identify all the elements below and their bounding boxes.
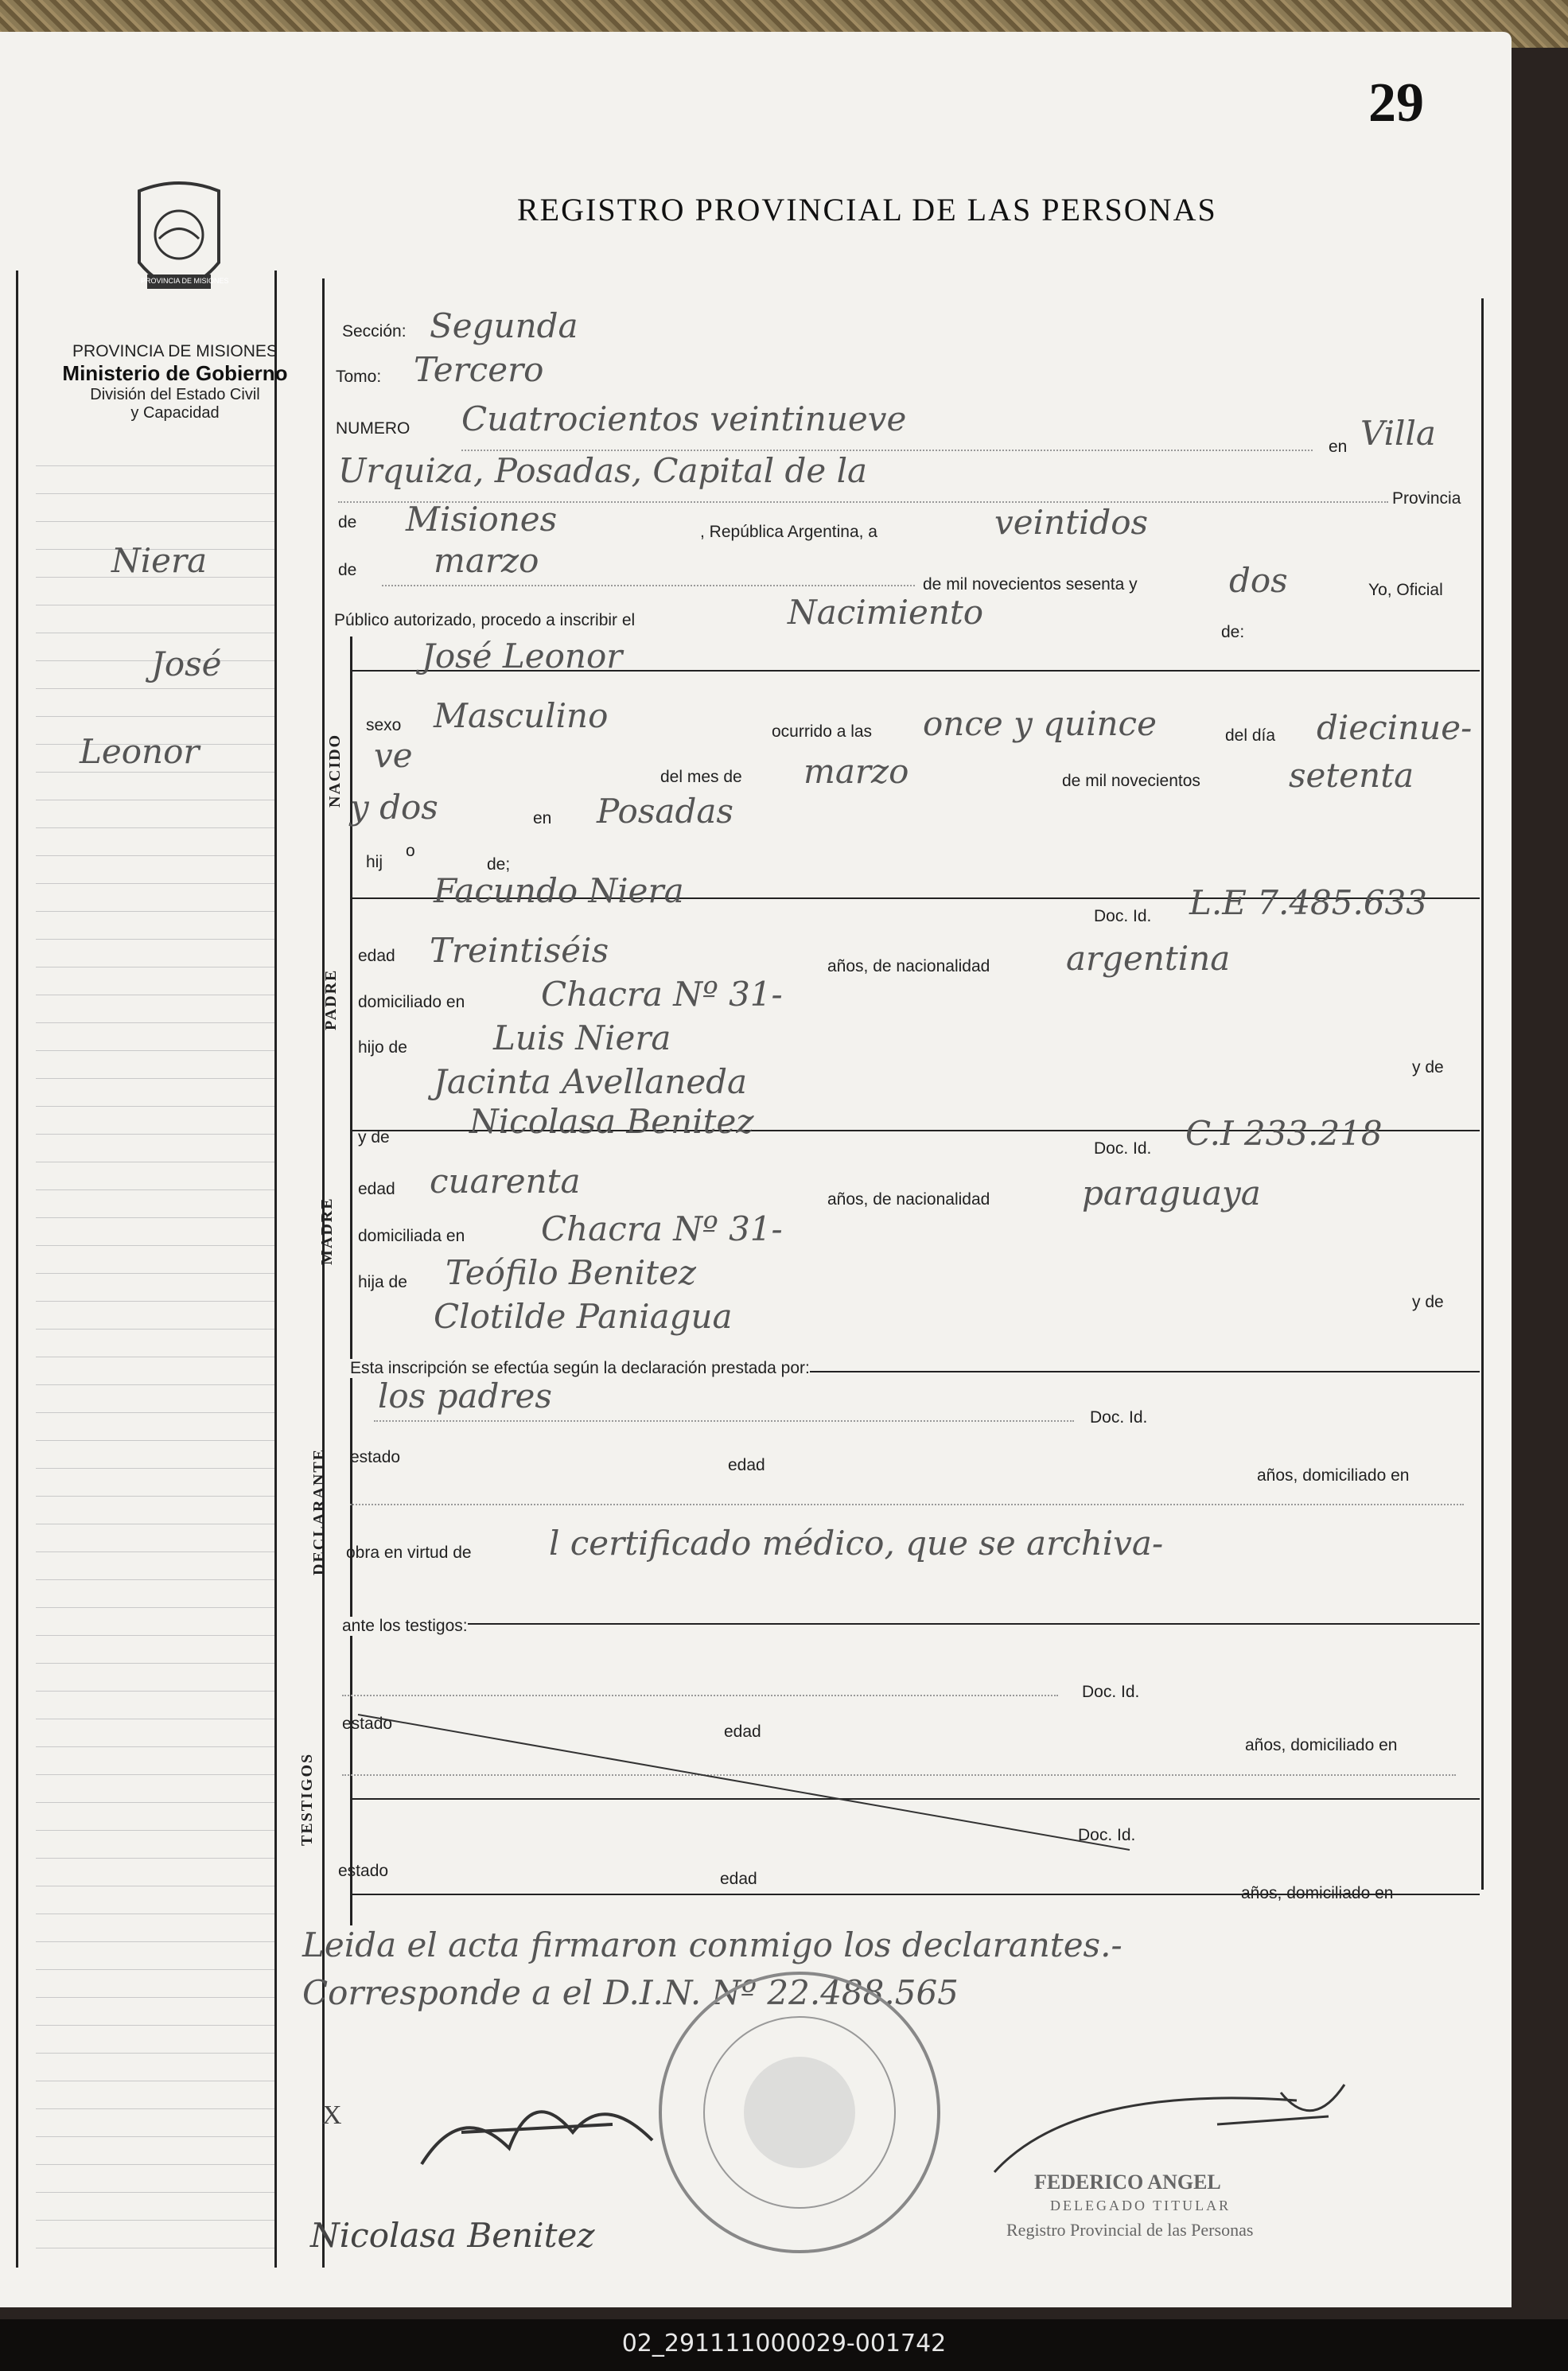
value-anio-nac-2: y dos: [350, 788, 438, 827]
label-yo-oficial: Yo, Oficial: [1368, 581, 1443, 599]
value-padre-hijo-1: Luis Niera: [493, 1018, 671, 1057]
official-round-stamp: [652, 1965, 947, 2260]
value-lugar-1: Villa: [1360, 414, 1436, 453]
page-number: 29: [1368, 72, 1424, 134]
margin-divider: [274, 271, 277, 2268]
value-padre-dom: Chacra Nº 31-: [541, 975, 783, 1014]
signature-father: [414, 2069, 676, 2180]
value-madre-doc: C.I 233.218: [1185, 1114, 1383, 1153]
value-padre-hijo-2: Jacinta Avellaneda: [434, 1062, 748, 1101]
value-obra: l certificado médico, que se archiva-: [549, 1524, 1164, 1563]
left-border: [16, 271, 18, 2268]
form-left-rule: [322, 278, 325, 2268]
agency-division: División del Estado Civil: [90, 386, 260, 403]
value-provincia: Misiones: [406, 500, 558, 539]
value-tomo: Tercero: [414, 350, 544, 389]
value-dia-acta: veintidos: [994, 503, 1149, 542]
label-padre-yde: y de: [1412, 1058, 1444, 1076]
label-test2-edad: edad: [720, 1870, 757, 1888]
label-madre-hija: hija de: [358, 1273, 407, 1291]
closing-line-1: Leida el acta firmaron conmigo los declarantes.-: [302, 1925, 1123, 1964]
label-hij: hij: [366, 853, 383, 871]
value-madre-edad: cuarenta: [430, 1162, 581, 1201]
coat-of-arms-seal: [123, 175, 235, 318]
label-republica: , República Argentina, a: [700, 523, 877, 541]
value-lugar-2: Urquiza, Posadas, Capital de la: [338, 451, 868, 490]
label-de-mil-sesenta: de mil novecientos sesenta y: [923, 575, 1138, 594]
value-hora: once y quince: [923, 704, 1157, 743]
value-numero: Cuatrocientos veintinueve: [461, 399, 907, 438]
value-padre-nombre: Facundo Niera: [434, 871, 684, 910]
label-padre-doc: Doc. Id.: [1094, 907, 1152, 925]
signature-mother: Nicolasa Benitez: [310, 2216, 595, 2255]
label-test1-edad: edad: [724, 1723, 761, 1741]
label-madre-dom: domiciliada en: [358, 1227, 465, 1245]
value-madre-hija-1: Teófilo Benitez: [445, 1253, 697, 1292]
label-de-prov: de: [338, 513, 357, 531]
agency-province: PROVINCIA DE MISIONES: [72, 342, 278, 360]
agency-block: [32, 342, 318, 422]
agency-capacity: y Capacidad: [130, 404, 220, 422]
label-obra: obra en virtud de: [346, 1544, 472, 1562]
margin-surname: Niera: [111, 541, 208, 580]
label-padre-anos: años, de nacionalidad: [827, 957, 990, 975]
label-de-mes: de: [338, 561, 357, 579]
label-padre-hijo: hijo de: [358, 1038, 407, 1057]
label-en: en: [1329, 438, 1348, 456]
value-madre-nombre: Nicolasa Benitez: [469, 1102, 754, 1141]
value-hij-suffix: o: [406, 842, 415, 860]
label-ante-testigos: ante los testigos:: [342, 1617, 468, 1635]
value-anio-acta: dos: [1229, 561, 1288, 600]
label-tomo: Tomo:: [336, 368, 382, 386]
signature-x-mark: X: [322, 2100, 342, 2130]
label-madre-edad: edad: [358, 1180, 395, 1198]
label-publico: Público autorizado, procedo a inscribir el: [334, 611, 636, 629]
label-padre-edad: edad: [358, 947, 395, 965]
value-padre-nac: argentina: [1066, 939, 1231, 978]
value-padre-edad: Treintiséis: [430, 931, 609, 970]
label-test2-estado: estado: [338, 1862, 389, 1880]
value-madre-nac: paraguaya: [1082, 1174, 1261, 1213]
label-decl-anos: años, domiciliado en: [1257, 1466, 1410, 1485]
value-dia-nac-1: diecinue-: [1317, 708, 1473, 747]
label-test1-doc: Doc. Id.: [1082, 1683, 1140, 1701]
stamp-officer-registry: Registro Provincial de las Personas: [1006, 2220, 1254, 2240]
label-de-semi: de;: [487, 855, 511, 874]
stamp-officer-title: DELEGADO TITULAR: [1050, 2198, 1231, 2213]
closing-line-2: Corresponde a el D.I.N. Nº 22.488.565: [302, 1973, 959, 2012]
label-madre-yde-2: y de: [1412, 1293, 1444, 1311]
value-declarante: los padres: [378, 1376, 552, 1415]
rule-testigos: [350, 1623, 1480, 1625]
label-del-mes: del mes de: [660, 768, 742, 786]
label-de-mil-nac: de mil novecientos: [1062, 772, 1200, 790]
page-title: REGISTRO PROVINCIAL DE LAS PERSONAS: [517, 192, 1217, 228]
label-test1-anos: años, domiciliado en: [1245, 1736, 1398, 1754]
label-ocurrido: ocurrido a las: [772, 722, 873, 741]
section-madre: MADRE: [318, 1197, 336, 1265]
value-dia-nac-2: ve: [374, 736, 413, 775]
seal-text: PROVINCIA DE MISIONES: [141, 277, 229, 285]
label-decl-edad: edad: [728, 1456, 765, 1474]
margin-first-name: José: [151, 644, 222, 683]
label-numero: NUMERO: [336, 419, 410, 438]
value-lugar-nac: Posadas: [597, 792, 733, 831]
label-del-dia: del día: [1225, 726, 1276, 745]
value-seccion: Segunda: [430, 306, 578, 345]
testigos-strikeout: [342, 1707, 1138, 1858]
label-test1-estado: estado: [342, 1715, 393, 1733]
label-madre-anos: años, de nacionalidad: [827, 1190, 990, 1209]
register-page: [0, 32, 1512, 2307]
label-de-colon: de:: [1221, 623, 1245, 641]
section-padre: PADRE: [322, 968, 340, 1030]
label-decl-estado: estado: [350, 1448, 401, 1466]
label-esta-inscripcion: Esta inscripción se efectúa según la declaración prestada por:: [350, 1359, 810, 1377]
stamp-officer-name: FEDERICO ANGEL: [1034, 2170, 1221, 2194]
margin-middle-name: Leonor: [80, 732, 200, 771]
value-mes-nac: marzo: [803, 752, 909, 791]
label-provincia: Provincia: [1392, 489, 1461, 508]
value-madre-hija-2: Clotilde Paniagua: [434, 1297, 733, 1336]
value-mes-acta: marzo: [434, 541, 539, 580]
label-test2-doc: Doc. Id.: [1078, 1826, 1136, 1844]
footer-image-id: 02_291111000029-001742: [621, 2330, 947, 2357]
label-madre-doc: Doc. Id.: [1094, 1139, 1152, 1158]
section-nacido: NACIDO: [326, 733, 344, 808]
section-testigos: TESTIGOS: [298, 1752, 316, 1846]
value-padre-doc: L.E 7.485.633: [1189, 883, 1428, 922]
agency-ministry: Ministerio de Gobierno: [62, 361, 288, 385]
value-anio-nac-1: setenta: [1289, 756, 1414, 795]
label-padre-dom: domiciliado en: [358, 993, 465, 1011]
form-right-rule: [1481, 298, 1484, 1890]
label-test2-anos: años, domiciliado en: [1241, 1884, 1394, 1902]
label-sexo: sexo: [366, 716, 402, 734]
label-decl-doc: Doc. Id.: [1090, 1408, 1148, 1427]
label-en-nac: en: [533, 809, 552, 827]
value-tipo: Nacimiento: [788, 593, 984, 632]
value-sexo: Masculino: [434, 696, 609, 735]
label-madre-yde: y de: [358, 1128, 390, 1147]
value-madre-dom: Chacra Nº 31-: [541, 1209, 783, 1248]
value-nombre: José Leonor: [422, 637, 623, 675]
section-declarante: DECLARANTE: [310, 1447, 328, 1575]
label-seccion: Sección:: [342, 322, 407, 341]
